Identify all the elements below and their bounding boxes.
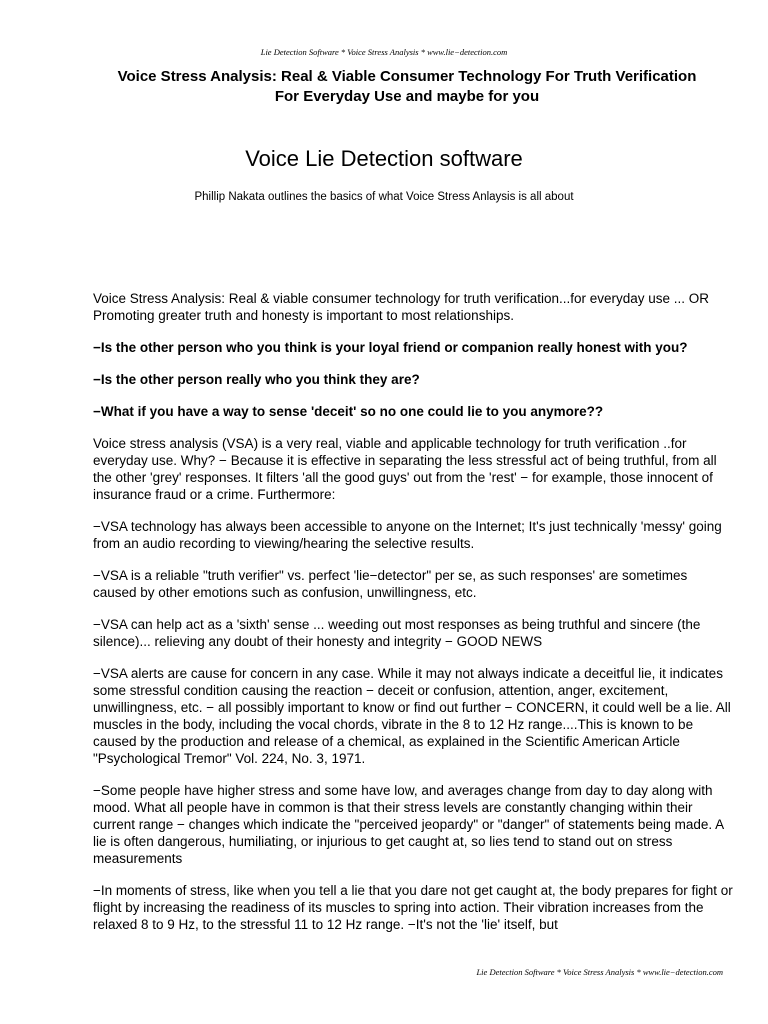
main-heading: Voice Lie Detection software: [245, 146, 523, 171]
running-footer: Lie Detection Software * Voice Stress Analysis * www.lie−detection.com: [476, 967, 723, 977]
paragraph-stress-levels: −Some people have higher stress and some have low, and averages change from day to day along with mood. What all people have in common is that their stress levels are constantly changing within their current range − changes which indicate the "perceived jeopardy" or "danger" of statements being made. A lie is often dangerous, humiliating, or injurious to get caught at, so lies tend to stand out on stress measurements: [93, 783, 724, 866]
question-sense-deceit: −What if you have a way to sense 'deceit' so no one could lie to you anymore??: [93, 404, 604, 419]
article-body: [93, 290, 733, 948]
question-who-they-are: −Is the other person really who you think they are?: [93, 372, 420, 387]
paragraph-vsa-definition: Voice stress analysis (VSA) is a very real, viable and applicable technology for truth verification ..for everyday use. Why? − Because it is effective in separating the less stressful act of being truthful, from all the other 'grey' responses. It filters 'all the good guys' out from the 'rest' − for example, those innocent of insurance fraud or a crime. Furthermore:: [93, 436, 717, 502]
byline: Phillip Nakata outlines the basics of what Voice Stress Anlaysis is all about: [194, 191, 574, 203]
running-header: Lie Detection Software * Voice Stress Analysis * www.lie−detection.com: [260, 47, 508, 57]
paragraph-intro: Voice Stress Analysis: Real & viable consumer technology for truth verification...for everyday use ... OR Promoting greater truth and honesty is important to most relationships.: [93, 291, 710, 323]
title-line-1: Voice Stress Analysis: Real & Viable Consumer Technology For Truth Verification: [117, 68, 697, 85]
paragraph-vsa-alerts: −VSA alerts are cause for concern in any case. While it may not always indicate a deceitful lie, it indicates some stressful condition causing the reaction − deceit or confusion, attention, anger, excitement, unwillingness, etc. − all possibly important to know or find out further − CONCERN, it could well be a lie. All muscles in the body, including the vocal chords, vibrate in the 8 to 12 Hz range....This is known to be caused by the production and release of a chemical, as explained in the Scientific American Article "Psychological Tremor" Vol. 224, No. 3, 1971.: [93, 666, 731, 766]
paragraph-moments-of-stress: −In moments of stress, like when you tell a lie that you dare not get caught at, the body prepares for fight or flight by increasing the readiness of its muscles to spring into action. Their vibration increases from the relaxed 8 to 9 Hz, to the stressful 11 to 12 Hz range. −It's not the 'lie' itself, but: [93, 883, 733, 932]
title-line-2: For Everyday Use and maybe for you: [274, 88, 540, 105]
paragraph-vsa-sixth-sense: −VSA can help act as a 'sixth' sense ... weeding out most responses as being truthful and sincere (the silence)... relieving any doubt of their honesty and integrity − GOOD NEWS: [93, 617, 701, 649]
paragraph-vsa-truth-verifier: −VSA is a reliable "truth verifier" vs. perfect 'lie−detector" per se, as such responses' are sometimes caused by other emotions such as confusion, unwillingness, etc.: [93, 568, 688, 600]
paragraph-vsa-accessible: −VSA technology has always been accessible to anyone on the Internet; It's just technically 'messy' going from an audio recording to viewing/hearing the selective results.: [93, 519, 722, 551]
document-title: [90, 67, 724, 107]
question-loyal-friend: −Is the other person who you think is your loyal friend or companion really honest with you?: [93, 340, 688, 355]
